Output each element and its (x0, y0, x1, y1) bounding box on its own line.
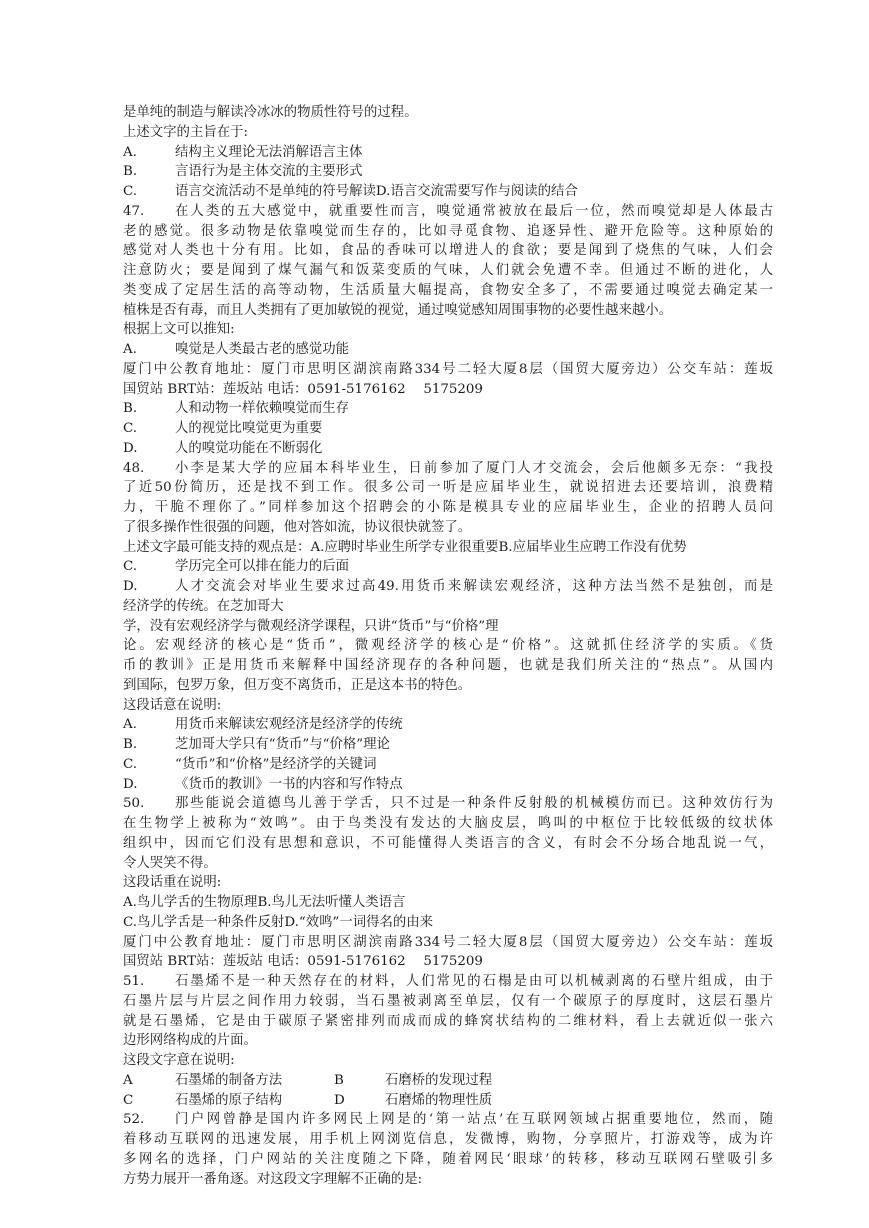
text-line: 上述文字的主旨在于: (123, 124, 249, 140)
option-text: 嗅觉是人类最古老的感觉功能 (175, 342, 350, 357)
option-line (123, 340, 773, 360)
text-line: 就是石墨烯，它是由于碳原子紧密排列而成而成的蜂窝状结构的二维材料，看上去就近似一张六 (123, 1013, 773, 1029)
option-marker: A. (123, 144, 137, 160)
text-line: 注意防火；要是闻到了煤气漏气和饭菜变质的气味，人们就会免遭不幸。但通过不断的进化，人 (123, 263, 773, 278)
text-line: 国贸站 BRT站：莲坂站 电话：0591-5176162 5175209 (123, 954, 483, 970)
option-marker: B. (123, 164, 138, 180)
option-marker: 52. (123, 1112, 145, 1128)
text-line: 上述文字最可能支持的观点是：A.应聘时毕业生所学专业很重要B.应届毕业生应聘工作没有优势 (123, 539, 687, 555)
option-marker: B. (123, 737, 138, 752)
option-line (123, 202, 773, 222)
text-line: 令人哭笑不得。 (123, 855, 217, 871)
text-line: 厦门中公教育地址：厦门市思明区湖滨南路334号二轻大厦8层（国贸大厦旁边）公交车站：莲坂 (123, 361, 773, 377)
option-marker: 51. (123, 974, 145, 989)
document-body (123, 103, 773, 1189)
text-line: 多网名的选择，门户网站的关注度随之下降，随着网民‘眼球’的转移，移动互联网石壁吸引多 (123, 1151, 773, 1167)
option-marker: 48. (123, 460, 145, 476)
text-line: 这段话重在说明: (123, 875, 222, 891)
option-marker: A. (123, 717, 137, 733)
text-line: A.鸟儿学舌的生物原理B.鸟儿无法听懂人类语言 (123, 895, 406, 910)
text-line: 在生物学上被称为“效鸣”。由于鸟类没有发达的大脑皮层，鸣叫的中枢位于比较低级的纹状体 (123, 816, 773, 831)
option-marker: 50. (123, 796, 145, 812)
text-line: 到国际，包罗万象，但万变不离货币，正是这本书的特色。 (123, 677, 472, 693)
text-line: 这段文字意在说明: (123, 1053, 235, 1068)
option-marker: D (334, 1092, 345, 1108)
option-line (123, 577, 773, 597)
text-line: 了近50份简历，还是找不到工作。很多公司一听是应届毕业生，就说招进去还要培训，浪费精 (123, 480, 773, 496)
option-line (123, 143, 773, 163)
option-line (123, 775, 773, 795)
option-text: 石墨烯的制备方法 (175, 1072, 283, 1088)
option-line (123, 439, 773, 459)
text-line: 国贸站 BRT站：莲坂站 电话：0591-5176162 5175209 (123, 381, 483, 397)
option-text: 人才交流会对毕业生要求过高49.用货币来解读宏观经济，这种方法当然不是独创，而是 (175, 579, 773, 594)
text-line: 感觉对人类也十分有用。比如，食品的香味可以增进人的食欲；要是闻到了烧焦的气味，人们会 (123, 243, 773, 259)
text-line: 币的教训》正是用货币来解释中国经济现存的各种问题，也就是我们所关注的“热点”。从国内 (123, 658, 773, 673)
option-marker: A. (123, 342, 137, 357)
option-line (123, 557, 773, 577)
option-text: 人的视觉比嗅觉更为重要 (175, 421, 323, 436)
option-text: 石磨桥的发现过程 (385, 1072, 493, 1088)
text-line: 学，没有宏观经济学与微观经济学课程，只讲“货币”与“价格”理 (123, 618, 499, 634)
text-line: 了很多操作性很强的问题，他对答如流，协议很快就签了。 (123, 519, 472, 535)
option-marker: D. (123, 579, 138, 594)
option-text: 芝加哥大学只有“货币”与“价格”理论 (175, 737, 390, 752)
option-text: 石墨烯不是一种天然存在的材料，人们常见的石榻是由可以机械剥离的石壁片组成，由于 (175, 974, 773, 989)
option-text: 言语行为是主体交流的主要形式 (175, 164, 363, 180)
option-marker: C (123, 1092, 134, 1108)
option-text: 石墨烯的原子结构 (175, 1092, 283, 1108)
option-text: 人的嗅觉功能在不断弱化 (175, 440, 323, 456)
text-line: 类变成了定居生活的高等动物，生活质量大幅提高，食物安全多了，不需要通过嗅觉去确定某一 (123, 282, 773, 298)
option-marker: C. (123, 421, 138, 436)
option-text: 学历完全可以排在能力的后面 (175, 559, 350, 575)
text-line: 植株是否有毒，而且人类拥有了更加敏锐的视觉，通过嗅觉感知周围事物的必要性越来越小。 (123, 302, 673, 318)
option-marker: C. (123, 184, 138, 199)
option-line (123, 459, 773, 479)
option-text: 石磨烯的物理性质 (385, 1092, 493, 1108)
option-marker: 47. (123, 203, 145, 219)
option-line (123, 735, 773, 755)
option-marker: B. (123, 401, 138, 417)
text-line: 是单纯的制造与解读冷冰冰的物质性符号的过程。 (123, 105, 418, 120)
text-line: 着移动互联网的迅速发展，用手机上网浏览信息，发微博，购物，分享照片，打游戏等，成为许 (123, 1132, 773, 1147)
option-text: 门户网曾静是国内许多网民上网是的‘第一站点’在互联网领域占据重要地位，然而，随 (175, 1112, 773, 1128)
option-text: 小李是某大学的应届本科毕业生，日前参加了厦门人才交流会，会后他颇多无奈：“我投 (175, 460, 773, 476)
option-pair-line (123, 1091, 773, 1111)
text-line: 根据上文可以推知: (123, 322, 235, 338)
text-line: 这段话意在说明: (123, 697, 222, 713)
text-line: 力，干脆不理你了。”同样参加这个招聘会的小陈是模具专业的应届毕业生，企业的招聘人员问 (123, 500, 773, 515)
option-marker: C. (123, 559, 138, 575)
option-line (123, 162, 773, 182)
option-marker: A (123, 1072, 133, 1088)
option-text: 在人类的五大感觉中，就重要性而言，嗅觉通常被放在最后一位，然而嗅觉却是人体最古 (175, 203, 773, 219)
option-text: “货币”和“价格”是经济学的关键词 (175, 756, 377, 772)
option-text: 人和动物一样依赖嗅觉而生存 (175, 401, 350, 417)
option-marker: C. (123, 756, 138, 772)
option-text: 那些能说会道德鸟儿善于学舌，只不过是一种条件反射般的机械模仿而已。这种效仿行为 (175, 796, 773, 812)
option-line (123, 755, 773, 775)
option-marker: D. (123, 776, 138, 792)
option-line (123, 794, 773, 814)
text-line: 经济学的传统。在芝加哥大 (123, 598, 284, 614)
text-line: 老的感觉。很多动物是依靠嗅觉而生存的，比如寻觅食物、追逐异性、避开危险等。这种原始的 (123, 223, 773, 239)
option-marker: B (334, 1072, 344, 1088)
option-text: 用货币来解读宏观经济是经济学的传统 (175, 717, 403, 733)
option-text: 语言交流活动不是单纯的符号解读D.语言交流需要写作与阅读的结合 (175, 184, 578, 199)
option-text: 结构主义理论无法消解语言主体 (175, 144, 363, 160)
option-text: 《货币的教训》一书的内容和写作特点 (175, 776, 403, 792)
option-marker: D. (123, 440, 138, 456)
text-line: 厦门中公教育地址：厦门市思明区湖滨南路334号二轻大厦8层（国贸大厦旁边）公交车站：莲坂 (123, 934, 773, 950)
option-line (123, 399, 773, 419)
text-line: 组织中，因而它们没有思想和意识，不可能懂得人类语言的含义，有时会不分场合地乱说一气， (123, 835, 773, 851)
option-line (123, 972, 773, 992)
text-line: 方势力展开一番角逐。对这段文字理解不正确的是: (123, 1171, 423, 1187)
option-line (123, 419, 773, 439)
text-line: 边形网络构成的片面。 (123, 1033, 257, 1049)
text-line: 石墨片层与片层之间作用力较弱，当石墨被剥离至单层，仅有一个碳原子的厚度时，这层石墨片 (123, 993, 773, 1009)
option-line (123, 715, 773, 735)
text-line: 论。宏观经济的核心是“货币”，微观经济学的核心是“价格”。这就抓住经济学的实质。《货 (123, 638, 773, 654)
option-line (123, 182, 773, 202)
option-pair-line (123, 1071, 773, 1091)
text-line: C.鸟儿学舌是一种条件反射D.“效鸣”一词得名的由来 (123, 914, 434, 930)
option-line (123, 1110, 773, 1130)
